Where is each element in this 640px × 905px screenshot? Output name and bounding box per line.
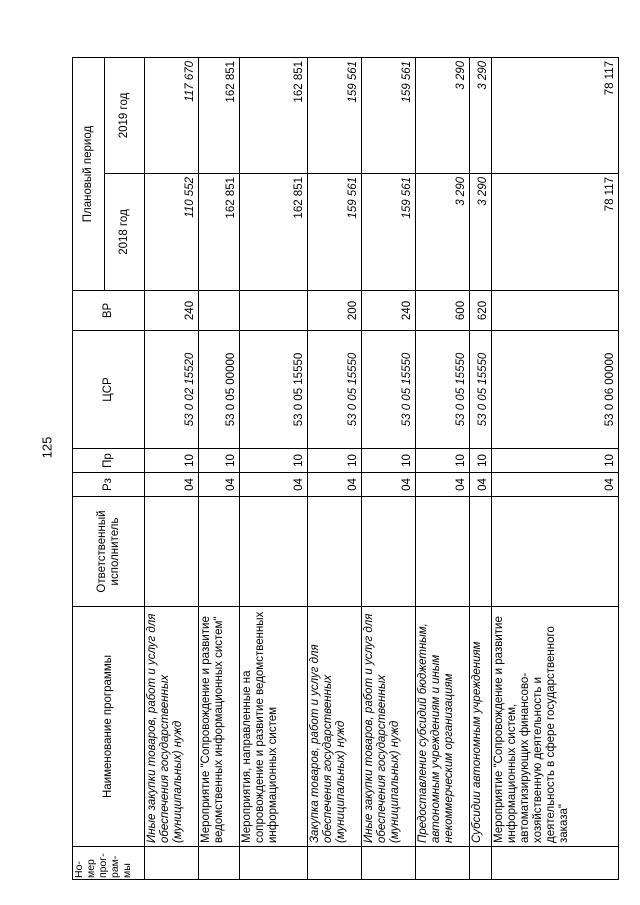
row-amount-2018: 162 851	[240, 174, 308, 291]
header-rz: Рз	[73, 473, 145, 497]
row-program-name: Мероприятие "Сопровождение и развитие ведомственных информационных систем"	[199, 607, 240, 847]
row-program-name: Закупка товаров, работ и услуг для обеспечения государственных (муниципальных) нужд	[308, 607, 362, 847]
row-program-name: Иные закупки товаров, работ и услуг для обеспечения государственных (муниципальных) нужд	[145, 607, 199, 847]
row-amount-2018: 110 552	[145, 174, 199, 291]
row-amount-2018: 3 290	[416, 174, 470, 291]
table-row	[145, 57, 199, 879]
budget-table-rotated	[72, 58, 616, 880]
row-csr: 53 0 05 15550	[362, 331, 416, 449]
row-rz: 04	[492, 473, 619, 497]
header-vr: ВР	[73, 291, 145, 331]
row-program-number	[240, 847, 308, 880]
row-amount-2018: 3 290	[470, 174, 492, 291]
row-amount-2019: 162 851	[240, 57, 308, 173]
row-amount-2019: 117 670	[145, 57, 199, 173]
header-executor: Ответственный исполнитель	[73, 497, 145, 607]
row-rz: 04	[308, 473, 362, 497]
table-row	[362, 57, 416, 879]
row-program-name: Иные закупки товаров, работ и услуг для обеспечения государственных (муниципальных) нужд	[362, 607, 416, 847]
row-csr: 53 0 05 15550	[240, 331, 308, 449]
row-pr: 10	[470, 449, 492, 473]
row-csr: 53 0 06 00000	[492, 331, 619, 449]
row-amount-2018: 159 561	[362, 174, 416, 291]
row-vr	[199, 291, 240, 331]
budget-table	[72, 57, 619, 880]
row-pr: 10	[240, 449, 308, 473]
row-executor	[308, 497, 362, 607]
row-rz: 04	[145, 473, 199, 497]
row-amount-2018: 162 851	[199, 174, 240, 291]
header-pr: Пр	[73, 449, 145, 473]
row-program-number	[308, 847, 362, 880]
table-row	[308, 57, 362, 879]
row-amount-2019: 159 561	[362, 57, 416, 173]
row-program-number	[470, 847, 492, 880]
row-program-number	[199, 847, 240, 880]
table-row	[470, 57, 492, 879]
row-csr: 53 0 05 15550	[308, 331, 362, 449]
row-executor	[240, 497, 308, 607]
header-csr: ЦСР	[73, 331, 145, 449]
row-amount-2019: 159 561	[308, 57, 362, 173]
row-vr: 600	[416, 291, 470, 331]
row-program-number	[492, 847, 619, 880]
header-year-2018: 2018 год	[105, 174, 145, 291]
header-year-2019: 2019 год	[105, 57, 145, 173]
row-executor	[145, 497, 199, 607]
row-rz: 04	[416, 473, 470, 497]
row-csr: 53 0 02 15520	[145, 331, 199, 449]
row-vr	[240, 291, 308, 331]
row-csr: 53 0 05 15550	[416, 331, 470, 449]
row-program-name: Мероприятия, направленные на сопровождение и развитие ведомственных информационных систем	[240, 607, 308, 847]
row-csr: 53 0 05 00000	[199, 331, 240, 449]
table-row	[492, 57, 619, 879]
row-amount-2019: 3 290	[470, 57, 492, 173]
row-program-name: Субсидии автономным учреждениям	[470, 607, 492, 847]
row-pr: 10	[308, 449, 362, 473]
row-vr	[492, 291, 619, 331]
row-program-name: Мероприятие "Сопровождение и развитие информационных систем, автоматизирующих финансово-хозяйственную деятельность и деятельность в сфере государственного заказа"	[492, 607, 619, 847]
row-amount-2018: 159 561	[308, 174, 362, 291]
row-program-number	[416, 847, 470, 880]
header-planned-period: Плановый период	[73, 57, 105, 290]
row-vr: 240	[362, 291, 416, 331]
header-program-number: Но-мер прог-рам-мы	[73, 847, 145, 880]
header-program-name: Наименование программы	[73, 607, 145, 847]
row-amount-2019: 3 290	[416, 57, 470, 173]
row-rz: 04	[470, 473, 492, 497]
row-vr: 620	[470, 291, 492, 331]
row-rz: 04	[362, 473, 416, 497]
row-executor	[362, 497, 416, 607]
row-program-number	[145, 847, 199, 880]
row-pr: 10	[416, 449, 470, 473]
page-number: 125	[39, 436, 55, 459]
row-pr: 10	[492, 449, 619, 473]
row-amount-2019: 162 851	[199, 57, 240, 173]
row-program-number	[362, 847, 416, 880]
row-pr: 10	[145, 449, 199, 473]
table-row	[240, 57, 308, 879]
row-vr: 200	[308, 291, 362, 331]
row-rz: 04	[240, 473, 308, 497]
row-pr: 10	[362, 449, 416, 473]
row-pr: 10	[199, 449, 240, 473]
row-rz: 04	[199, 473, 240, 497]
row-vr: 240	[145, 291, 199, 331]
row-amount-2019: 78 117	[492, 57, 619, 173]
row-executor	[492, 497, 619, 607]
row-executor	[199, 497, 240, 607]
row-csr: 53 0 05 15550	[470, 331, 492, 449]
table-row	[199, 57, 240, 879]
row-executor	[470, 497, 492, 607]
row-amount-2018: 78 117	[492, 174, 619, 291]
row-executor	[416, 497, 470, 607]
row-program-name: Предоставление субсидий бюджетным, автономным учреждениям и иным некоммерческим организациям	[416, 607, 470, 847]
table-row	[416, 57, 470, 879]
